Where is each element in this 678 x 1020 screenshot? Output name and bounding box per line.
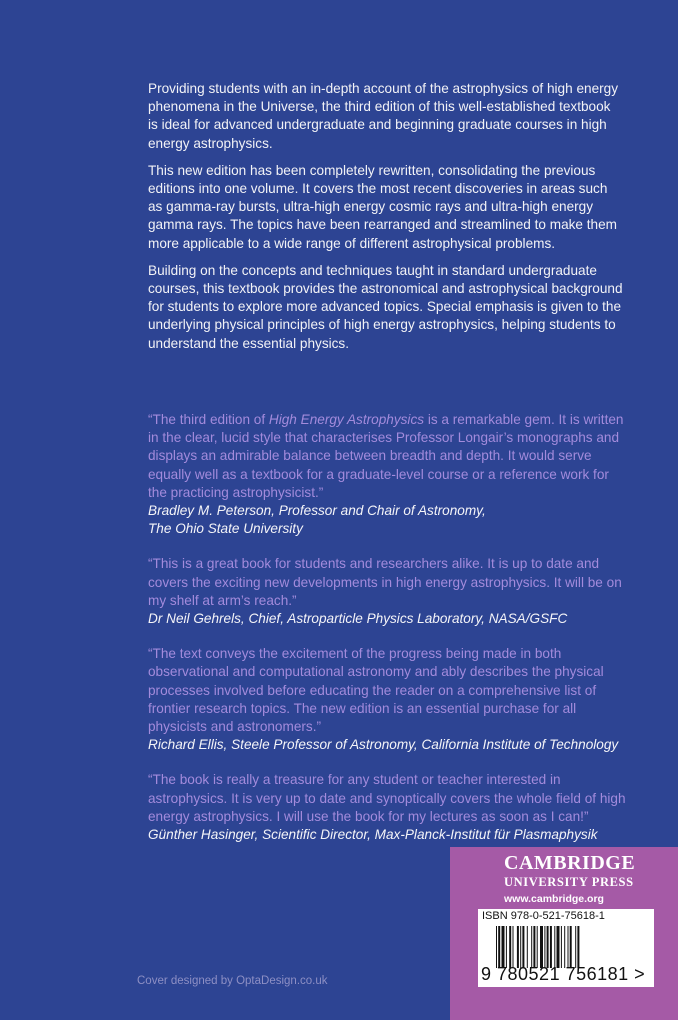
publisher-logo-sub: UNIVERSITY PRESS (504, 875, 634, 889)
quote-text: “The book is really a treasure for any student or teacher interested in astrophysics. It is very up to date and synoptically covers the whole field of high energy astrophysics. I will use the book for my lectures as soon as I can!” (148, 772, 626, 824)
barcode-bar (568, 926, 569, 968)
barcode-bar (506, 926, 507, 968)
quote-attribution: Richard Ellis, Steele Professor of Astronomy, California Institute of Technology (148, 737, 619, 753)
publisher-box (450, 847, 678, 1020)
blurb-paragraph: Providing students with an in-depth account of the astrophysics of high energy phenomena in the Universe, the third edition of this well-established textbook is ideal for advanced undergraduate and beginning graduate courses in high energy astrophysics. (148, 81, 619, 151)
barcode-bar (577, 926, 579, 968)
barcode-bar (527, 926, 528, 968)
barcode-bar (509, 926, 511, 968)
publisher-url: www.cambridge.org (504, 893, 604, 905)
barcode-bar (561, 926, 562, 968)
quote-part: “The third edition of (148, 412, 269, 427)
quote-attribution-affiliation: The Ohio State University (148, 521, 303, 537)
barcode-bar (513, 926, 514, 968)
barcode-bar (547, 926, 549, 968)
barcode-bar (575, 926, 576, 968)
barcode-bar (520, 926, 521, 968)
barcode-bars-icon (496, 926, 638, 968)
endorsement (148, 645, 628, 754)
quote-attribution: Günther Hasinger, Scientific Director, Max-Planck-Institut für Plasmaphysik (148, 827, 598, 843)
ean-text: 9 780521 756181 > (481, 964, 646, 984)
quote-text: “The text conveys the excitement of the progress being made in both observational and computational astronomy and ably describes the physical processes involved before educating the reader on a comprehensive list of frontier research topics. The new edition is an essential purchase for all physicists and astronomers.” (148, 646, 604, 735)
quote-attribution: Bradley M. Peterson, Professor and Chair of Astronomy, (148, 503, 486, 519)
blurb-paragraph: Building on the concepts and techniques taught in standard undergraduate courses, this textbook provides the astronomical and astrophysical background for students to explore more advanced topics. Special emphasis is given to the underlying physical principles of high energy astrophysics, helping students to understand the essential physics. (148, 262, 623, 351)
endorsement (148, 555, 628, 628)
barcode-bar (540, 926, 543, 968)
endorsement (148, 771, 628, 844)
quote-text: “This is a great book for students and researchers alike. It is up to date and covers the exciting new developments in high energy astrophysics. It will be on my shelf at arm’s reach.” (148, 556, 622, 608)
barcode-bar (554, 926, 555, 968)
barcode-bar (531, 926, 532, 968)
quote-part: is a remarkable gem. It is written in the clear, lucid style that characterises Professor Longair’s monographs and displays an admirable balance between breadth and depth. It would serve equally well as a textbook for a graduate-level course or a reference work for the practicing astrophysicist.” (148, 412, 624, 500)
barcode-bar (544, 926, 545, 968)
quote-attribution: Dr Neil Gehrels, Chief, Astroparticle Physics Laboratory, NASA/GSFC (148, 611, 568, 627)
publisher-logo: CAMBRIDGE (504, 852, 636, 874)
barcode-bar (502, 926, 505, 968)
barcode-bar (557, 926, 560, 968)
endorsements (148, 411, 628, 861)
barcode-bar (550, 926, 552, 968)
barcode-bar (564, 926, 565, 968)
quote-text (148, 411, 628, 502)
endorsement (148, 411, 628, 538)
barcode-bar (570, 926, 572, 968)
barcode (478, 909, 654, 987)
isbn-text: ISBN 978-0-521-75618-1 (482, 910, 605, 922)
barcode-bar (522, 926, 524, 968)
cover-credit: Cover designed by OptaDesign.co.uk (137, 975, 328, 987)
blurb (148, 80, 623, 362)
book-title: High Energy Astrophysics (268, 412, 425, 427)
barcode-bar (533, 926, 535, 968)
barcode-bar (517, 926, 519, 968)
blurb-paragraph: This new edition has been completely rewritten, consolidating the previous editions into one volume. It covers the most recent discoveries in areas such as gamma-ray bursts, ultra-high energy cosmic rays and ultra-high energy gamma rays. The topics have been rearranged and streamlined to make them more applicable to a wide range of different astrophysical problems. (148, 162, 617, 251)
barcode-bar (537, 926, 538, 968)
barcode-bar (498, 926, 500, 968)
barcode-bar (496, 926, 497, 968)
